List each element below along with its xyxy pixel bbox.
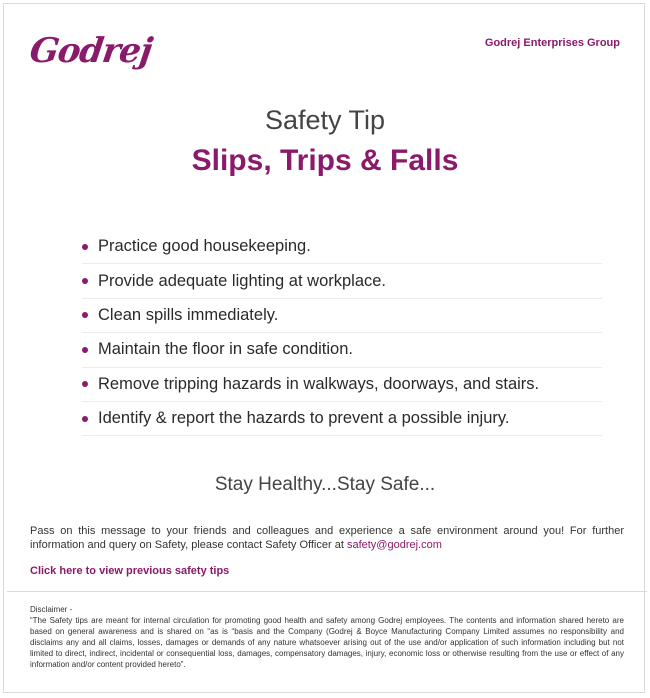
previous-tips-link[interactable]: Click here to view previous safety tips bbox=[30, 565, 230, 577]
list-item bbox=[82, 264, 602, 298]
bullet-icon bbox=[82, 312, 88, 318]
disclaimer bbox=[30, 604, 624, 670]
logo-wordmark: Godrej bbox=[27, 31, 155, 71]
section-kicker: Safety Tip bbox=[264, 105, 386, 135]
group-name: Godrej Enterprises Group bbox=[484, 37, 620, 49]
tip-text: Identify & report the hazards to prevent a possible injury. bbox=[98, 409, 510, 428]
divider bbox=[7, 591, 647, 592]
disclaimer-title: Disclaimer - bbox=[30, 605, 73, 614]
pass-on-text: Pass on this message to your friends and colleagues and experience a safe environment around you! For further information and query on Safety, please contact Safety Officer at bbox=[30, 525, 624, 551]
tip-text: Provide adequate lighting at workplace. bbox=[98, 271, 387, 290]
tip-text: Practice good housekeeping. bbox=[98, 237, 311, 256]
disclaimer-body: “The Safety tips are meant for internal circulation for promoting good health and safety among Godrej employees. The contents and information shared hereto are based on general awareness and is shared on “as is “basis and the Company (Godrej & Boyce Manufacturing Company Limited assumes no responsibility and disclaims any and all claims, losses, damages or demands of any nature whatsoever arising out of the use and/or application of such information including but not limited to direct, indirect, incidental or consequential loss, damages, compensatory damages, injury, economic loss or otherwise resulting from the use or effect of any information and/or content provided hereto”. bbox=[30, 616, 624, 669]
bullet-icon bbox=[82, 244, 88, 250]
pass-on-message bbox=[30, 525, 624, 552]
bullet-icon bbox=[82, 416, 88, 422]
list-item bbox=[82, 230, 602, 264]
list-item bbox=[82, 368, 602, 402]
list-item bbox=[82, 299, 602, 333]
tip-text: Clean spills immediately. bbox=[98, 305, 279, 324]
bullet-icon bbox=[82, 278, 88, 284]
bullet-icon bbox=[82, 381, 88, 387]
email-card bbox=[3, 3, 645, 693]
safety-email-link[interactable]: safety@godrej.com bbox=[346, 538, 442, 551]
tagline: Stay Healthy...Stay Safe... bbox=[214, 474, 436, 495]
bullet-icon bbox=[82, 347, 88, 353]
page-title: Slips, Trips & Falls bbox=[191, 144, 459, 177]
godrej-logo bbox=[27, 31, 155, 71]
tip-text: Maintain the floor in safe condition. bbox=[98, 340, 353, 359]
tips-list bbox=[82, 230, 602, 436]
tip-text: Remove tripping hazards in walkways, doorways, and stairs. bbox=[98, 374, 540, 393]
list-item bbox=[82, 333, 602, 367]
list-item bbox=[82, 402, 602, 436]
